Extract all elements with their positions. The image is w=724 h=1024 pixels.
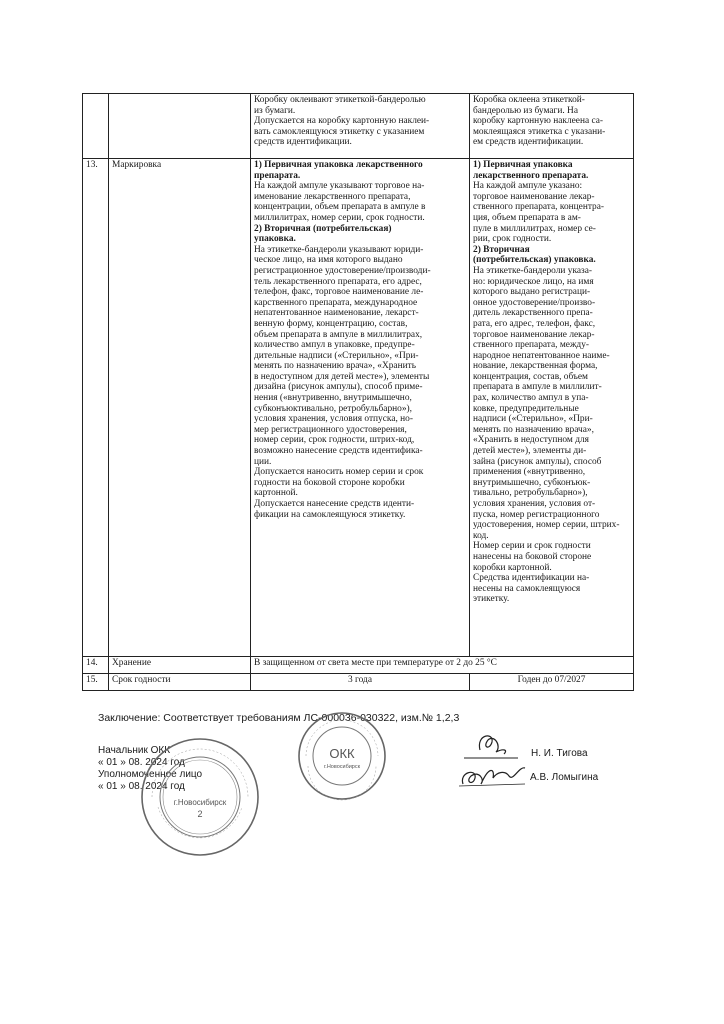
stamp-okk: ОКК: [329, 746, 355, 761]
row-label: Срок годности: [109, 674, 251, 691]
table-row-shelf-life: [83, 674, 634, 691]
row-number: 15.: [83, 674, 109, 691]
requirement-cell: Коробку оклеивают этикеткой-бандеролью из бумаги. Допускается на коробку картонную наклеи- вать самоклеящуюся этикетку с указанием средств идентификации.: [251, 94, 470, 159]
specification-table: [82, 93, 634, 691]
storage-value: В защищенном от света месте при температуре от 2 до 25 °С: [251, 657, 634, 674]
stamp-number: 2: [197, 809, 203, 819]
table-row-packaging-continued: [83, 94, 634, 159]
fact-cell: 1) Первичная упаковка лекарственного препарата. На каждой ампуле указано: торговое наименование лекар- ственного препарата, концентра- ция, объем препарата в ам- пуле в миллилитрах, номер се- рии, срок годности. 2) Вторичная (потребительская) упаковка. На этикетке-бандероли указа- но: юридическое лицо, на имя которого выдано регистраци- онное удостоверение/произво- дитель лекарственного препа- рата, его адрес, телефон, факс, торговое наименование лекар- ственного препарата, между- народное непатентованное наиме- нование, лекарственная форма, концентрация, состав, объем препарата в ампуле в миллилит- рах, количество ампул в упа- ковке, предупредительные надписи («Стерильно», «При- менять по назначению врача», «Хранить в недоступном для детей месте»), элементы ди- зайна (рисунок ампулы), способ применения («внутривенно, внутримышечно, субконъюк- тивально, ретробульбарно»), условия хранения, условия от- пуска, номер регистрационного удостоверения, номер серии, штрих- код. Номер серии и срок годности нанесены на боковой стороне коробки картонной. Средства идентификации на- несены на самоклеящуюся этикетку.: [470, 159, 634, 657]
company-stamp-icon: [138, 735, 262, 859]
row-number: 13.: [83, 159, 109, 657]
stamp-city: г.Новосибирск: [173, 798, 227, 807]
row-label: [109, 94, 251, 159]
row-label: Хранение: [109, 657, 251, 674]
authorized-date: « 01 » 08. 2024 год: [98, 781, 185, 792]
fact-cell: Коробка оклеена этикеткой- бандеролью из бумаги. На коробку картонную наклеена са- моклеящаяся этикетка с указани- ем средств идентификации.: [470, 94, 634, 159]
row-number: 14.: [83, 657, 109, 674]
signatory-name-1: Н. И. Тигова: [531, 748, 588, 759]
table-row-marking: [83, 159, 634, 657]
signatory-name-2: А.В. Ломыгина: [530, 772, 599, 783]
row-label: Маркировка: [109, 159, 251, 657]
row-number: [83, 94, 109, 159]
head-title: Начальник ОКК: [98, 745, 171, 756]
conclusion: Заключение: Соответствует требованиям ЛС-000036-030322, изм.№ 1,2,3: [98, 712, 460, 724]
fact-cell: Годен до 07/2027: [470, 674, 634, 691]
table-row-storage: [83, 657, 634, 674]
stamp-okk-city: г.Новосибирск: [323, 764, 361, 770]
signature-2-icon: [455, 758, 529, 792]
requirement-cell: 1) Первичная упаковка лекарственного препарата. На каждой ампуле указывают торговое на- именование лекарственного препарата, концентрации, объем препарата в ампуле в миллилитрах, номер серии, срок годности. 2) Вторичная (потребительская) упаковка. На этикетке-бандероли указывают юриди- ческое лицо, на имя которого выдано регистрационное удостоверение/производи- тель лекарственного препарата, его адрес, телефон, факс, торговое наименование ле- карственного препарата, международное непатентованное наименование, лекарст- венную форму, концентрацию, состав, объем препарата в ампуле в миллилитрах, количество ампул в упаковке, предупре- дительные надписи («Стерильно», «При- менять по назначению врача», «Хранить в недоступном для детей месте»), элементы дизайна (рисунок ампулы), способ приме- нения («внутривенно, внутримышечно, субконъюктивально, ретробульбарно»), условия хранения, условия отпуска, но- мер регистрационного удостоверения, номер серии, срок годности, штрих-код, возможно нанесение средств идентифика- ции. Допускается наносить номер серии и срок годности на боковой стороне коробки картонной. Допускается нанесение средств иденти- фикации на самоклеящуюся этикетку.: [251, 159, 470, 657]
okk-stamp-icon: [296, 710, 388, 802]
authorized-title: Уполномоченное лицо: [98, 769, 203, 780]
head-date: « 01 » 08. 2024 год: [98, 757, 185, 768]
requirement-cell: 3 года: [251, 674, 470, 691]
